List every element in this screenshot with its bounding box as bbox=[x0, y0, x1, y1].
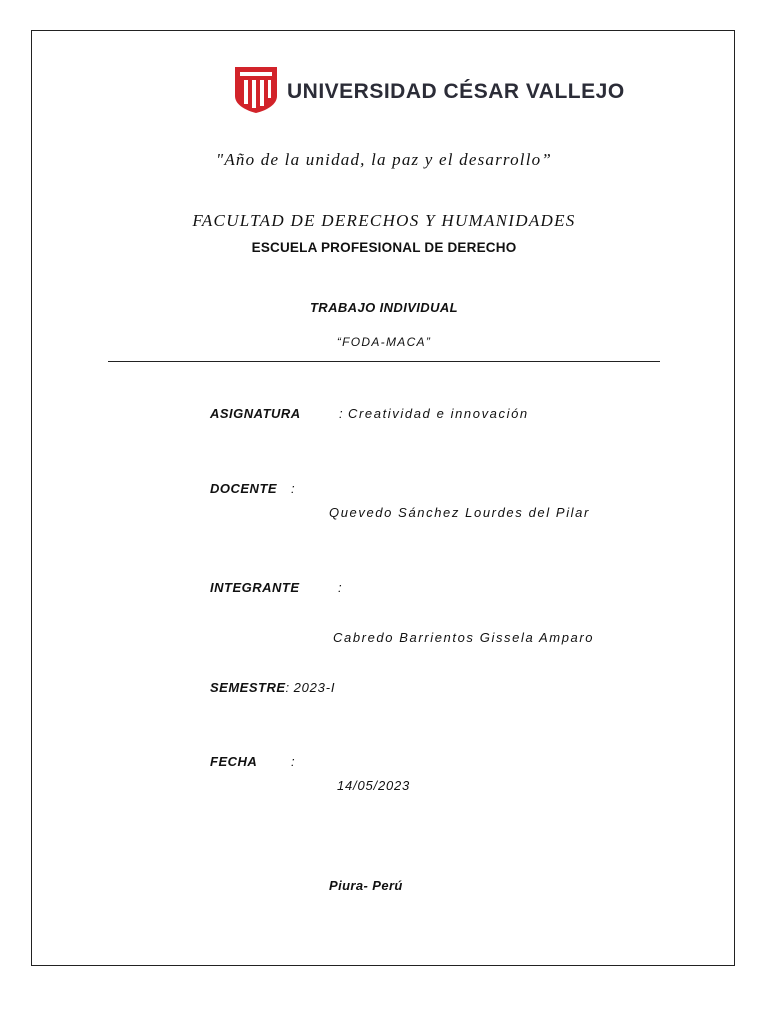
ucv-shield-icon bbox=[234, 66, 278, 114]
motto: "Año de la unidad, la paz y el desarrollo” bbox=[216, 150, 552, 169]
integrante-colon: : bbox=[338, 580, 342, 595]
faculty-title: FACULTAD DE DERECHOS Y HUMANIDADES bbox=[192, 211, 576, 230]
divider-line bbox=[108, 361, 660, 362]
place: Piura- Perú bbox=[329, 878, 403, 893]
semestre-value: 2023-I bbox=[293, 680, 336, 695]
asignatura-label: ASIGNATURA bbox=[210, 406, 301, 421]
fecha-label: FECHA bbox=[210, 754, 258, 769]
semestre-colon: : bbox=[285, 680, 290, 695]
fecha-value: 14/05/2023 bbox=[337, 778, 411, 793]
school-title: ESCUELA PROFESIONAL DE DERECHO bbox=[251, 240, 517, 255]
asignatura-colon: : bbox=[339, 406, 343, 421]
integrante-value: Cabredo Barrientos Gissela Amparo bbox=[333, 630, 595, 645]
semestre-label: SEMESTRE bbox=[210, 680, 286, 695]
semestre-row bbox=[210, 679, 335, 697]
docente-label: DOCENTE bbox=[210, 481, 278, 496]
docente-value: Quevedo Sánchez Lourdes del Pilar bbox=[329, 505, 590, 520]
integrante-label: INTEGRANTE bbox=[210, 580, 300, 595]
docente-colon: : bbox=[291, 481, 295, 496]
asignatura-value: Creatividad e innovación bbox=[348, 406, 529, 421]
page-border bbox=[31, 30, 735, 966]
work-type: TRABAJO INDIVIDUAL bbox=[309, 300, 459, 315]
university-name: UNIVERSIDAD CÉSAR VALLEJO bbox=[287, 80, 625, 103]
fecha-colon: : bbox=[291, 754, 295, 769]
work-title: “FODA-MACA” bbox=[336, 335, 432, 349]
